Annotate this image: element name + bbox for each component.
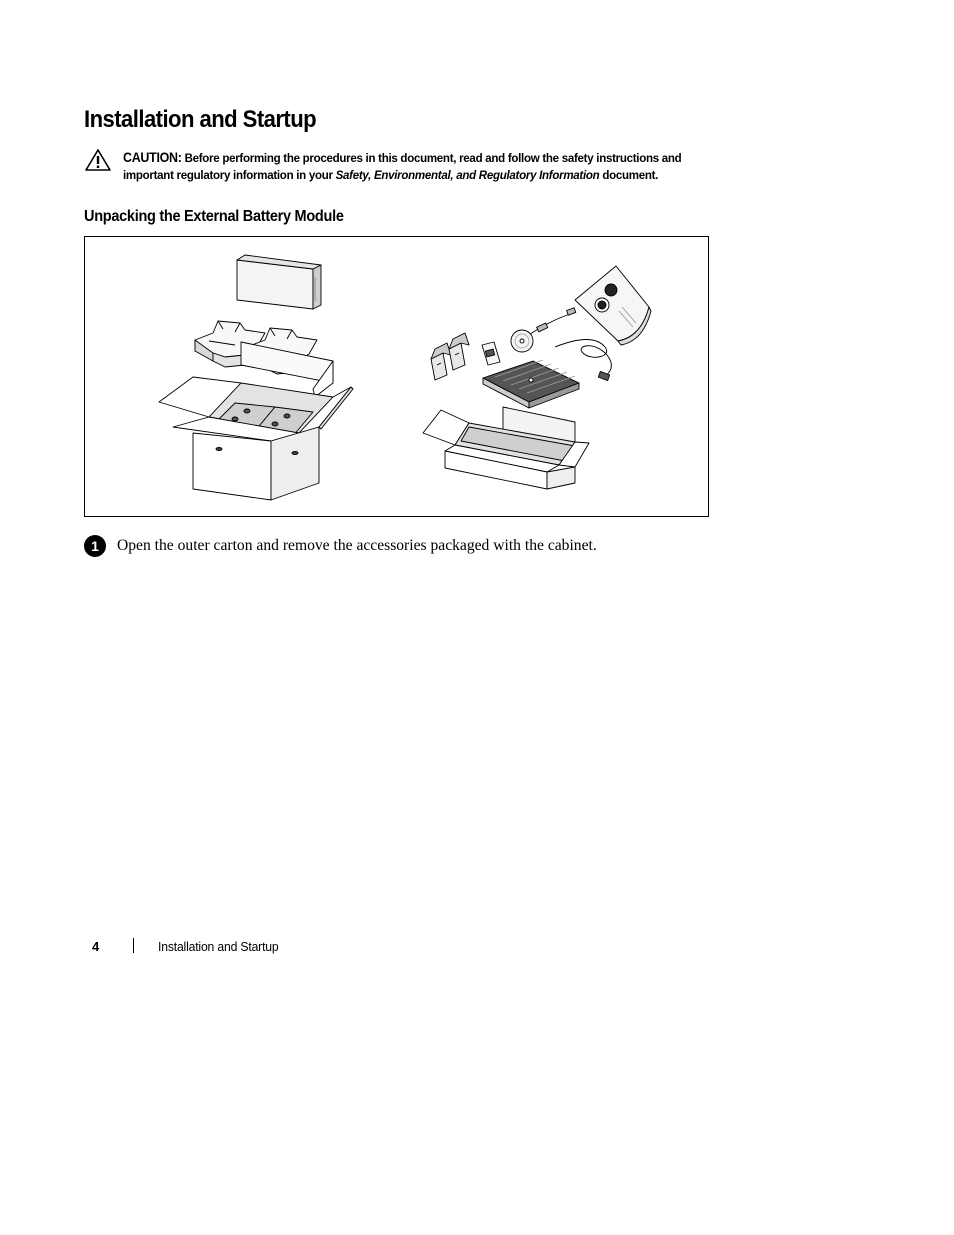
caution-doc-title: Safety, Environmental, and Regulatory Information: [335, 168, 600, 182]
mounting-brackets: [431, 333, 469, 380]
step-text: Open the outer carton and remove the accessories packaged with the cabinet.: [117, 537, 597, 554]
outer-carton: [159, 342, 353, 500]
caution-body-end: document.: [599, 168, 659, 182]
caution-text: [123, 149, 718, 184]
footer-section-name: Installation and Startup: [158, 939, 279, 954]
battery-tray: [483, 360, 579, 408]
caution-body-start: Before performing the procedures in this document, read and follow the safety instructions and important regulatory information in your: [123, 151, 682, 182]
footer-divider: [133, 938, 134, 953]
cd-disc: [511, 330, 533, 352]
battery-module-top-panel: [237, 255, 321, 309]
section-title: Unpacking the External Battery Module: [84, 208, 344, 225]
manual-booklet: [575, 266, 651, 345]
label-card: [482, 342, 500, 365]
power-cord: [555, 339, 611, 380]
unpacking-illustration: [85, 237, 708, 516]
accessory-carton: [423, 407, 589, 489]
page-title: Installation and Startup: [84, 106, 317, 133]
warning-triangle-icon: [84, 148, 112, 172]
page-number: 4: [92, 939, 100, 954]
unpacking-figure: [84, 236, 709, 517]
page-footer: [84, 938, 484, 958]
step-number-badge: 1: [84, 535, 106, 557]
caution-label: CAUTION:: [123, 150, 182, 165]
